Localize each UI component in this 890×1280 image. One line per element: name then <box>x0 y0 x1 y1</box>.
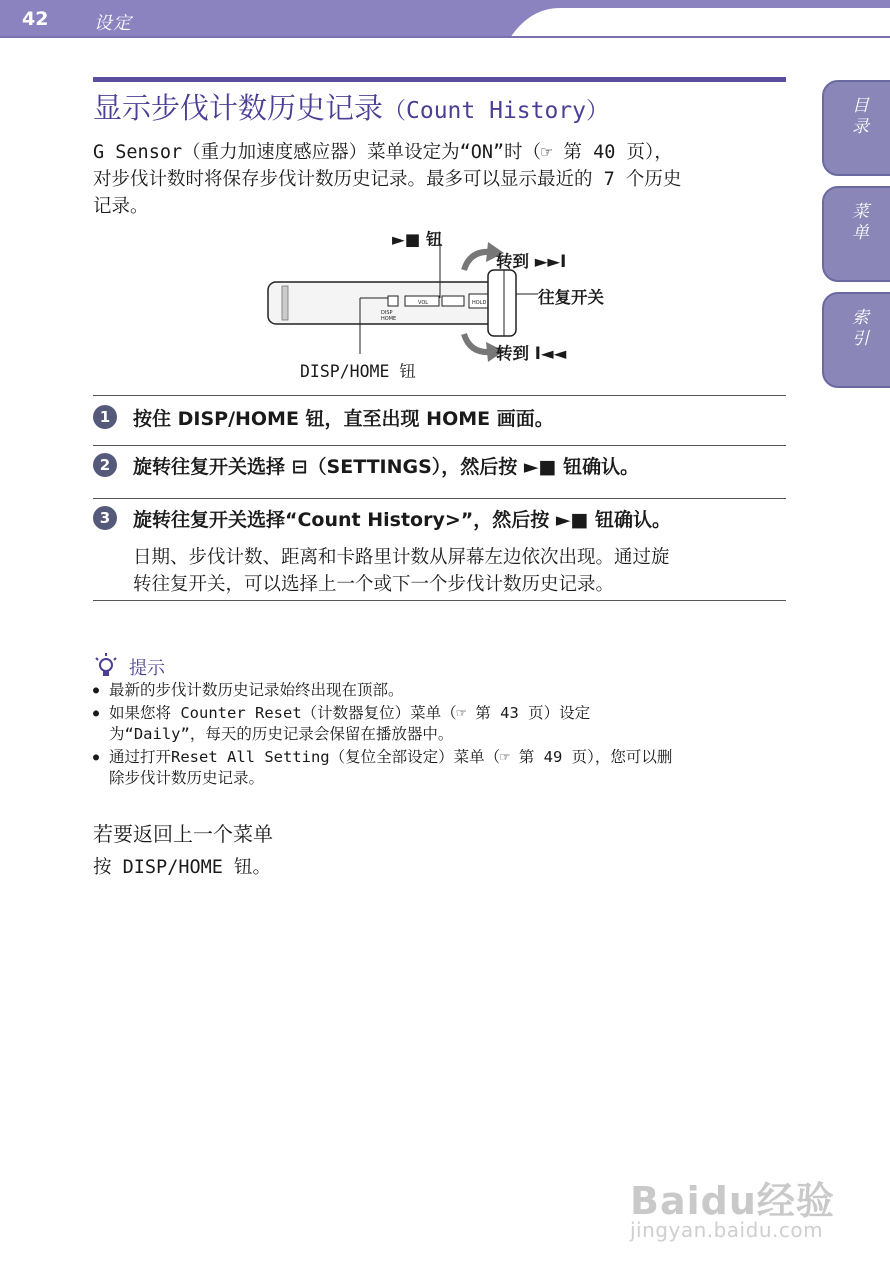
play-stop-button-label: ►■ 钮 <box>392 230 443 249</box>
tab-index[interactable] <box>822 292 890 388</box>
tab-index-label: 索引 <box>848 308 868 350</box>
step-detail-line: 日期、步伐计数、距离和卡路里计数从屏幕左边依次出现。通过旋 <box>133 547 670 568</box>
step-text: 旋转往复开关选择 ⊟（SETTINGS），然后按 ►■ 钮确认。 <box>133 456 640 478</box>
page-number: 42 <box>22 8 49 30</box>
device-disp-print: DISP <box>381 310 393 316</box>
step-divider <box>93 600 786 601</box>
tab-contents-label: 目录 <box>848 96 868 138</box>
tab-menu-label: 菜单 <box>848 202 868 244</box>
intro-line: 记录。 <box>93 196 149 217</box>
hint-line: 除步伐计数历史记录。 <box>109 769 265 787</box>
device-home-print: HOME <box>381 316 397 322</box>
intro-line: 对步伐计数时将保存步伐计数历史记录。最多可以显示最近的 7 个历史 <box>93 169 682 190</box>
title-rule <box>93 77 786 82</box>
tab-menu[interactable] <box>822 186 890 282</box>
watermark <box>630 1150 860 1250</box>
step-detail-line: 转往复开关，可以选择上一个或下一个步伐计数历史记录。 <box>133 574 615 595</box>
page-title-zh: 显示步伐计数历史记录 <box>93 91 384 125</box>
watermark-url: jingyan.baidu.com <box>630 1218 824 1242</box>
hint-line: ● 如果您将 Counter Reset（计数器复位）菜单（☞ 第 43 页）设定 <box>109 703 591 722</box>
header-shape <box>0 0 890 38</box>
step-number: 2 <box>93 453 117 477</box>
hint-line: ● 通过打开Reset All Setting（复位全部设定）菜单（☞ 第 49 页），您可以删 <box>109 747 673 766</box>
hint-label: 提示 <box>129 658 165 679</box>
device-diagram <box>260 222 620 382</box>
list-item <box>93 747 793 790</box>
page-title-en: （Count History） <box>383 98 610 124</box>
step-divider <box>93 498 786 499</box>
hint-list <box>93 680 793 791</box>
return-heading: 若要返回上一个菜单 <box>93 822 273 846</box>
step-number: 3 <box>93 506 117 530</box>
list-item <box>93 680 793 702</box>
jog-switch-label: 往复开关 <box>538 288 604 307</box>
step-divider <box>93 395 786 396</box>
tab-contents[interactable] <box>822 80 890 176</box>
hint-line: ● 最新的步伐计数历史记录始终出现在顶部。 <box>109 681 404 699</box>
step-divider <box>93 445 786 446</box>
device-vol-print: VOL <box>418 300 429 306</box>
step-text: 旋转往复开关选择“Count History>”，然后按 ►■ 钮确认。 <box>133 509 672 531</box>
to-prev-label: 转到 I◄◄ <box>496 344 567 363</box>
to-next-label: 转到 ►►I <box>496 252 567 271</box>
step-number: 1 <box>93 405 117 429</box>
lightbulb-icon <box>93 652 121 680</box>
return-text: 按 DISP/HOME 钮。 <box>93 857 272 878</box>
header-bar <box>0 0 890 38</box>
device-hold-print: HOLD <box>472 300 487 306</box>
step-detail <box>133 544 783 598</box>
section-name: 设定 <box>94 13 132 34</box>
watermark-logo: Baidu经验 <box>630 1179 835 1223</box>
list-item <box>93 703 793 746</box>
step-text: 按住 DISP/HOME 钮，直至出现 HOME 画面。 <box>133 408 554 430</box>
hint-line: 为“Daily”，每天的历史记录会保留在播放器中。 <box>109 725 454 743</box>
page-title <box>93 86 609 127</box>
disp-home-button-label: DISP/HOME 钮 <box>300 362 416 381</box>
intro-paragraph <box>93 139 793 220</box>
intro-line: G Sensor（重力加速度感应器）菜单设定为“ON”时（☞ 第 40 页）， <box>93 142 673 163</box>
